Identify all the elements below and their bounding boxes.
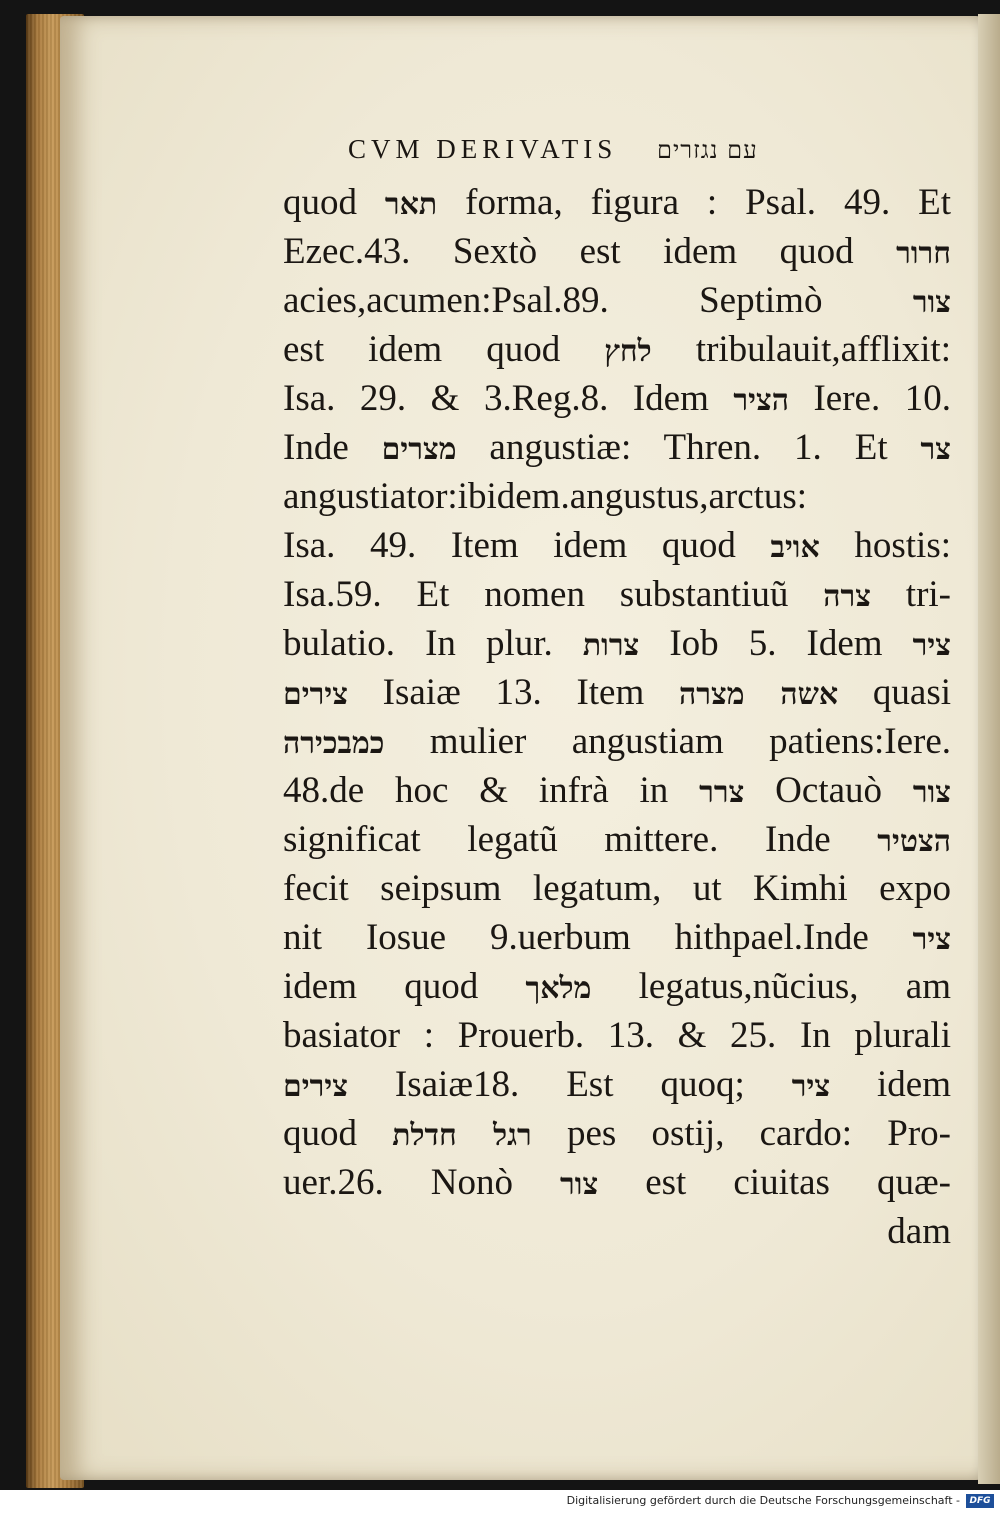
latin-text: acies,acumen:Psal.89. Septimò: [283, 280, 913, 321]
text-line: [283, 374, 951, 423]
latin-text: angustiæ: Thren. 1. Et: [456, 427, 921, 468]
hebrew-word: מלאך: [525, 971, 592, 1006]
text-line: [283, 962, 951, 1011]
latin-text: mulier angustiam patiens:Iere.: [384, 721, 951, 762]
latin-text: hostis:: [819, 525, 951, 566]
latin-text: dam: [887, 1211, 951, 1252]
text-line: [283, 521, 951, 570]
hebrew-word: צירים: [283, 1069, 348, 1104]
dfg-logo: DFG: [966, 1494, 994, 1508]
text-line: [283, 472, 951, 521]
hebrew-word: צר: [920, 432, 951, 467]
hebrew-word: הציר: [733, 383, 789, 418]
hebrew-word: אשה מצרה: [678, 677, 839, 712]
latin-text: 48.de hoc & infrà in: [283, 770, 700, 811]
latin-text: idem: [830, 1064, 951, 1105]
hebrew-word: ציר: [912, 922, 951, 957]
latin-text: quod: [283, 1113, 393, 1154]
text-line: [283, 1207, 951, 1256]
latin-text: tribulauit,afflixit:: [651, 329, 951, 370]
latin-text: angustiator:ibidem.angustus,arctus:: [283, 476, 808, 517]
text-line: [283, 766, 951, 815]
latin-text: bulatio. In plur.: [283, 623, 583, 664]
latin-text: uer.26. Nonò: [283, 1162, 561, 1203]
hebrew-word: כמבכירה: [283, 726, 385, 761]
latin-text: Isa.59. Et nomen substantiuũ: [283, 574, 824, 615]
latin-text: basiator : Prouerb. 13. & 25. In plurali: [283, 1015, 951, 1056]
text-line: [283, 668, 951, 717]
latin-text: Iere. 10.: [788, 378, 951, 419]
latin-text: Isaiæ18. Est quoq;: [347, 1064, 792, 1105]
text-line: [283, 178, 951, 227]
hebrew-word: צרות: [582, 628, 640, 663]
latin-text: idem quod: [283, 966, 526, 1007]
latin-text: Iob 5. Idem: [639, 623, 913, 664]
latin-text: pes ostij, cardo: Pro-: [531, 1113, 951, 1154]
hebrew-word: תאר: [384, 187, 438, 222]
hebrew-word: ציר: [912, 628, 951, 663]
hebrew-word: ציר: [791, 1069, 831, 1104]
latin-text: Isa. 29. & 3.Reg.8. Idem: [283, 378, 734, 419]
text-line: [283, 1060, 951, 1109]
hebrew-word: צור: [912, 285, 951, 320]
hebrew-word: צור: [912, 775, 951, 810]
latin-text: Isaiæ 13. Item: [347, 672, 679, 713]
text-line: [283, 423, 951, 472]
latin-text: Inde: [283, 427, 382, 468]
running-head: [348, 134, 888, 170]
latin-text: forma, figura : Psal. 49. Et: [437, 182, 952, 223]
hebrew-word: חרור: [896, 236, 951, 271]
hebrew-word: צרר: [699, 775, 745, 810]
running-head-latin: CVM DERIVATIS: [348, 134, 618, 164]
latin-text: fecit seipsum legatum, ut Kimhi expo: [283, 868, 951, 909]
book-right-edge: [978, 14, 1000, 1484]
text-line: [283, 1158, 951, 1207]
hebrew-word: לחץ: [604, 334, 652, 369]
hebrew-word: צירים: [283, 677, 348, 712]
hebrew-word: הצטיר: [877, 824, 951, 859]
latin-text: est idem quod: [283, 329, 605, 370]
latin-text: Isa. 49. Item idem quod: [283, 525, 771, 566]
hebrew-word: אויב: [770, 530, 820, 565]
text-line: [283, 619, 951, 668]
running-head-hebrew: עם נגזרים: [657, 136, 758, 164]
latin-text: significat legatũ mittere. Inde: [283, 819, 878, 860]
text-line: [283, 276, 951, 325]
text-line: [283, 815, 951, 864]
latin-text: quod: [283, 182, 385, 223]
latin-text: est ciuitas quæ-: [598, 1162, 951, 1203]
text-line: [283, 227, 951, 276]
latin-text: legatus,nũcius, am: [591, 966, 952, 1007]
text-line: [283, 1011, 951, 1060]
text-line: [283, 1109, 951, 1158]
latin-text: quasi: [838, 672, 951, 713]
latin-text: nit Iosue 9.uerbum hithpael.Inde: [283, 917, 913, 958]
latin-text: Ezec.43. Sextò est idem quod: [283, 231, 897, 272]
text-line: [283, 717, 951, 766]
footer-bar: [0, 1490, 1000, 1514]
hebrew-word: מצרים: [381, 432, 457, 467]
hebrew-word: צור: [560, 1167, 599, 1202]
text-line: [283, 325, 951, 374]
text-line: [283, 913, 951, 962]
hebrew-word: רגל חדלת: [392, 1118, 532, 1153]
body-text: [283, 178, 951, 1256]
latin-text: Octauò: [744, 770, 913, 811]
text-line: [283, 570, 951, 619]
latin-text: tri-: [870, 574, 951, 615]
funding-credit: Digitalisierung gefördert durch die Deutsche Forschungsgemeinschaft -: [566, 1494, 960, 1507]
hebrew-word: צרה: [823, 579, 871, 614]
text-line: [283, 864, 951, 913]
